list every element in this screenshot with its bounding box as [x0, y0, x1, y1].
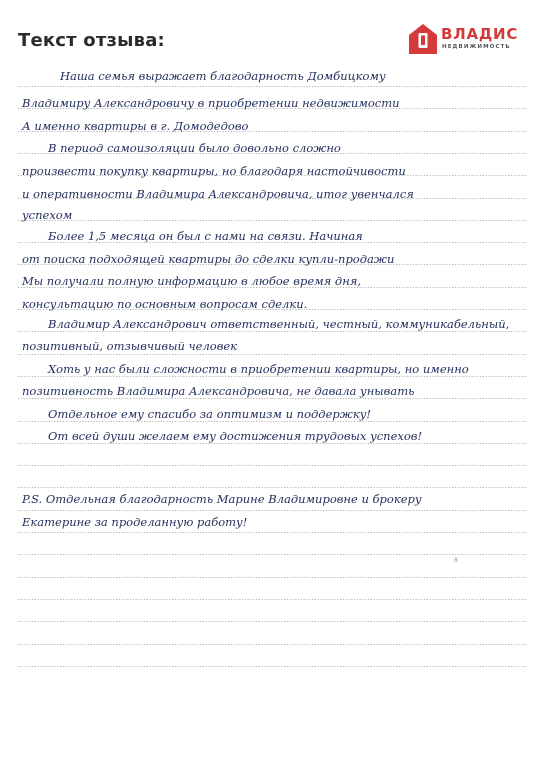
logo-tagline: НЕДВИЖИМОСТЬ: [442, 44, 511, 50]
review-line: консультацию по основным вопросам сделки.: [22, 297, 308, 311]
review-line: Владимиру Александровичу в приобретении недвижимости: [22, 96, 400, 110]
review-line: Екатерине за проделанную работу!: [22, 515, 248, 529]
review-line: P.S. Отдельная благодарность Марине Владимировне и брокеру: [22, 492, 422, 506]
review-line: позитивный, отзывчивый человек: [22, 339, 238, 353]
review-line: Хоть у нас были сложности в приобретении квартиры, но именно: [48, 362, 469, 376]
review-line: В период самоизоляции было довольно сложно: [48, 141, 341, 155]
review-line: и оперативности Владимира Александровича, итог увенчался: [22, 187, 414, 201]
review-line: А именно квартиры в г. Домодедово: [22, 119, 249, 133]
review-line: Мы получали полную информацию в любое время дня,: [22, 274, 362, 288]
review-line: От всей души желаем ему достижения трудовых успехов!: [48, 429, 423, 443]
review-line: произвести покупку квартиры, но благодаря настойчивости: [22, 164, 406, 178]
review-line: успехом: [22, 208, 73, 222]
review-line: Наша семья выражает благодарность Домбицкому: [60, 69, 386, 83]
review-line: позитивность Владимира Александровича, не давала унывать: [22, 384, 415, 398]
logo-wordmark: ВЛАДИС: [441, 25, 519, 43]
page-mark: 8: [454, 557, 458, 564]
review-line: Отдельное ему спасибо за оптимизм и поддержку!: [48, 407, 371, 421]
review-line: от поиска подходящей квартиры до сделки купли-продажи: [22, 252, 395, 266]
page-title: Текст отзыва:: [18, 30, 165, 51]
review-line: Владимир Александрович ответственный, честный, коммуникабельный,: [48, 317, 510, 331]
review-line: Более 1,5 месяца он был с нами на связи. Начиная: [48, 229, 363, 243]
